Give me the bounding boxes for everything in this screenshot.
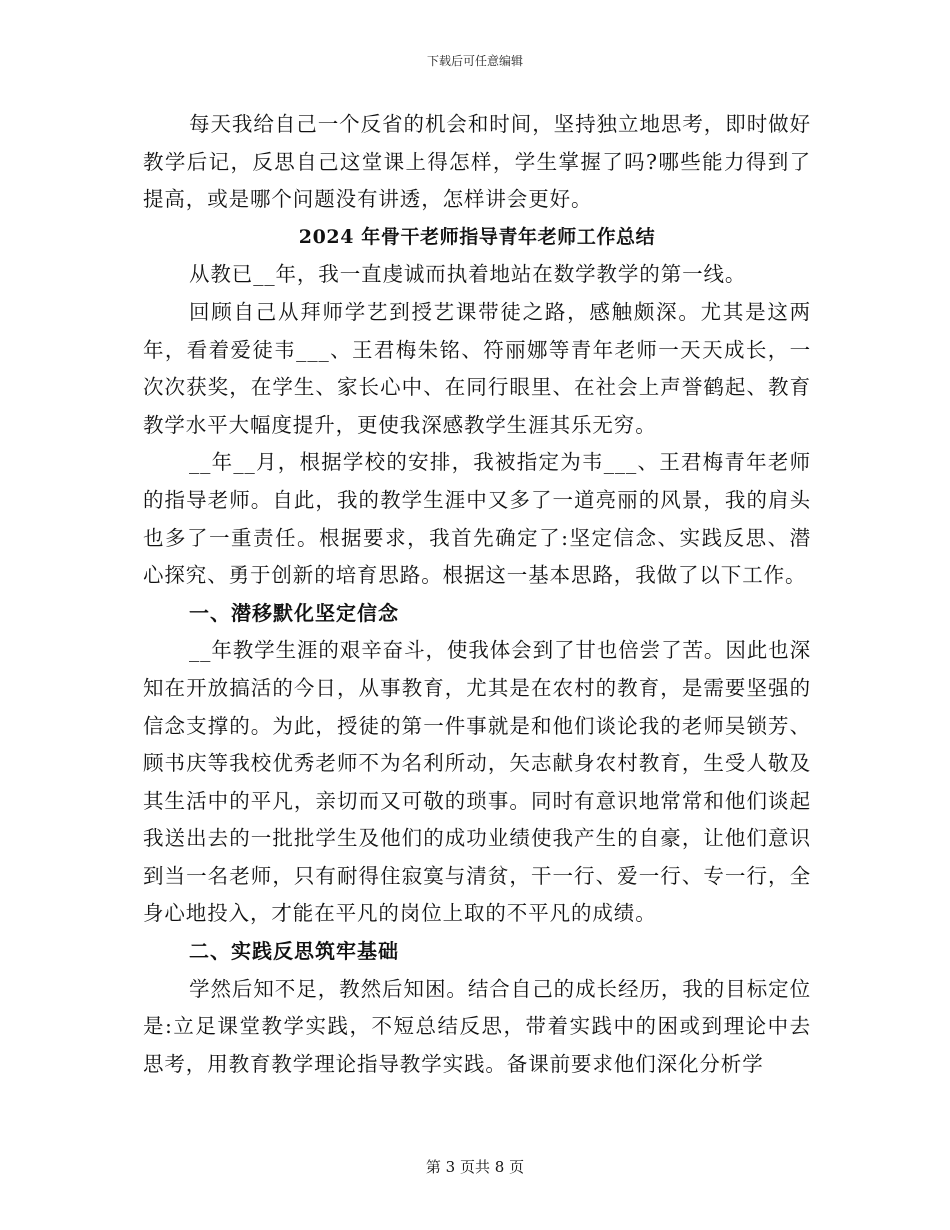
paragraph-review: 回顾自己从拜师学艺到授艺课带徒之路，感触颇深。尤其是这两年，看着爱徒韦___、王君梅朱铭、符丽娜等青年老师一天天成长，一次次获奖，在学生、家长心中、在同行眼里、在社会上声誉鹤起、教育教学水平大幅度提升，更使我深感教学生涯其乐无穷。 bbox=[143, 299, 811, 437]
section-paragraph-2: 学然后知不足，教然后知困。结合自己的成长经历，我的目标定位是:立足课堂教学实践，不短总结反思，带着实践中的困或到理论中去思考，用教育教学理论指导教学实践。备课前要求他们深化分析学 bbox=[143, 976, 811, 1076]
section-heading-1: 一、潜移默化坚定信念 bbox=[189, 600, 399, 625]
page-header: 下载后可任意编辑 bbox=[426, 54, 523, 68]
intro-paragraph: 每天我给自己一个反省的机会和时间，坚持独立地思考，即时做好教学后记，反思自己这堂课上得怎样，学生掌握了吗?哪些能力得到了提高，或是哪个问题没有讲透，怎样讲会更好。 bbox=[143, 112, 811, 212]
section-paragraph-1: __年教学生涯的艰辛奋斗，使我体会到了甘也倍尝了苦。因此也深知在开放搞活的今日，从事教育，尤其是在农村的教育，是需要坚强的信念支撑的。为此，授徒的第一件事就是和他们谈论我的老师吴锁芳、顾书庆等我校优秀老师不为名利所动，矢志献身农村教育，生受人敬及其生活中的平凡，亲切而又可敬的琐事。同时有意识地常常和他们谈起我送出去的一批批学生及他们的成功业绩使我产生的自豪，让他们意识到当一名老师，只有耐得住寂寞与清贫，干一行、爱一行、专一行，全身心地投入，才能在平凡的岗位上取的不平凡的成绩。 bbox=[143, 638, 811, 926]
section-heading-2: 二、实践反思筑牢基础 bbox=[189, 939, 399, 964]
paragraph-intro-years: 从教已__年，我一直虔诚而执着地站在数学教学的第一线。 bbox=[189, 262, 747, 287]
document-title: 2024 年骨干老师指导青年老师工作总结 bbox=[298, 225, 656, 248]
paragraph-assignment: __年__月，根据学校的安排，我被指定为韦___、王君梅青年老师的指导老师。自此，我的教学生涯中又多了一道亮丽的风景，我的肩头也多了一重责任。根据要求，我首先确定了:坚定信念、实践反思、潜心探究、勇于创新的培育思路。根据这一基本思路，我做了以下工作。 bbox=[143, 450, 811, 588]
document-body bbox=[143, 106, 811, 1083]
page-footer: 第 3 页共 8 页 bbox=[425, 1158, 525, 1176]
